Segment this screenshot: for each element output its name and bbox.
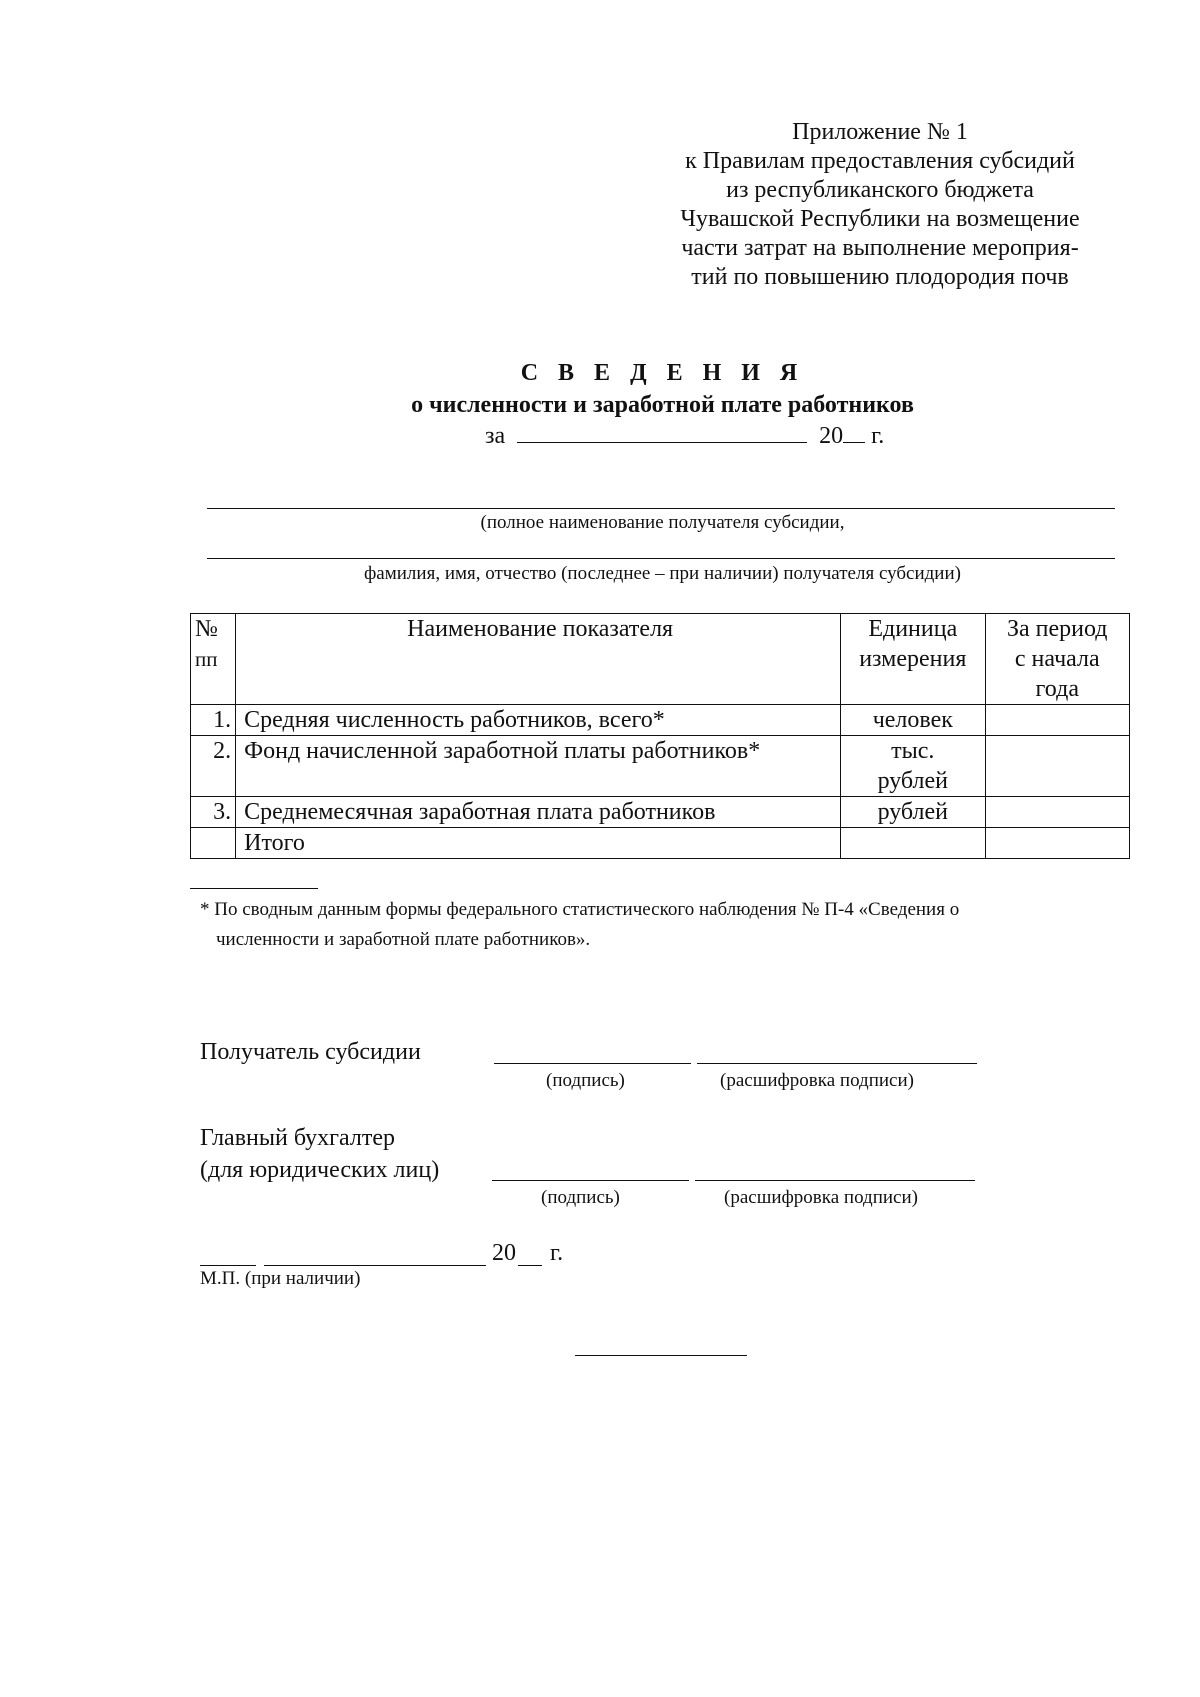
- header-period: [985, 614, 1129, 705]
- appendix-line: части затрат на выполнение мероприя-: [681, 235, 1079, 261]
- appendix-block: [650, 118, 1110, 292]
- period-year-blank[interactable]: [843, 422, 865, 443]
- recipient-fio-line[interactable]: [207, 558, 1115, 559]
- header-no: [191, 614, 236, 705]
- header-no-line: пп: [195, 647, 218, 671]
- period-suffix: г.: [871, 423, 885, 449]
- row-unit-line: тыс.: [891, 738, 935, 764]
- footnote-separator: [190, 888, 318, 889]
- appendix-line: к Правилам предоставления субсидий: [685, 148, 1075, 174]
- table-row: [191, 828, 1130, 859]
- row-period-value[interactable]: [985, 736, 1129, 797]
- stamp-note: М.П. (при наличии): [200, 1268, 361, 1289]
- document-subtitle: о численности и заработной плате работников: [411, 392, 914, 418]
- footnote-line: численности и заработной плате работников».: [216, 929, 591, 950]
- row-name: Средняя численность работников, всего*: [236, 705, 841, 736]
- period-prefix: за: [485, 423, 506, 449]
- header-name: Наименование показателя: [236, 614, 841, 705]
- row-unit: [841, 736, 985, 797]
- row-unit-line: человек: [872, 707, 953, 733]
- table-row: [191, 797, 1130, 828]
- header-unit: [841, 614, 985, 705]
- table-row: [191, 736, 1130, 797]
- row-unit: [841, 705, 985, 736]
- recipient-note-2: фамилия, имя, отчество (последнее – при наличии) получателя субсидии): [364, 563, 961, 584]
- row-no: 3.: [191, 797, 236, 828]
- footnote: [200, 895, 1120, 955]
- header-period-line: года: [1035, 676, 1079, 702]
- document-title: С В Е Д Е Н И Я: [520, 360, 805, 386]
- row-unit-line: рублей: [877, 799, 949, 825]
- date-suffix: г.: [550, 1240, 564, 1266]
- date-month-line[interactable]: [264, 1265, 486, 1266]
- period-year: 20: [819, 423, 844, 449]
- row-name: Фонд начисленной заработной платы работников*: [236, 736, 841, 797]
- recipient-signature-line[interactable]: [494, 1063, 691, 1064]
- row-no: 1.: [191, 705, 236, 736]
- accountant-decoding-line[interactable]: [695, 1180, 975, 1181]
- period-line: [485, 420, 884, 450]
- table-header-row: [191, 614, 1130, 705]
- row-period-value[interactable]: [985, 828, 1129, 859]
- appendix-line: тий по повышению плодородия почв: [691, 264, 1069, 290]
- appendix-line: Приложение № 1: [792, 119, 968, 145]
- signature-caption: (подпись): [546, 1070, 625, 1091]
- recipient-name-line[interactable]: [207, 508, 1115, 509]
- header-unit-line: измерения: [859, 646, 967, 672]
- row-unit: [841, 828, 985, 859]
- recipient-signature-label: Получатель субсидии: [200, 1039, 421, 1065]
- row-name: Среднемесячная заработная плата работников: [236, 797, 841, 828]
- header-unit-line: Единица: [868, 616, 958, 642]
- row-period-value[interactable]: [985, 705, 1129, 736]
- header-period-line: с начала: [1014, 646, 1100, 672]
- date-year-line[interactable]: [518, 1265, 542, 1266]
- row-name: Итого: [236, 828, 841, 859]
- appendix-line: из республиканского бюджета: [726, 177, 1034, 203]
- row-unit: [841, 797, 985, 828]
- row-period-value[interactable]: [985, 797, 1129, 828]
- table-row: [191, 705, 1130, 736]
- signature-caption: (подпись): [541, 1187, 620, 1208]
- recipient-note-1: (полное наименование получателя субсидии,: [480, 512, 845, 533]
- indicators-table: [190, 613, 1130, 859]
- decoding-caption: (расшифровка подписи): [724, 1187, 918, 1208]
- decoding-caption: (расшифровка подписи): [720, 1070, 914, 1091]
- accountant-signature-line[interactable]: [492, 1180, 689, 1181]
- header-no-line: №: [195, 616, 218, 642]
- header-period-line: За период: [1006, 616, 1108, 642]
- recipient-decoding-line[interactable]: [697, 1063, 977, 1064]
- row-unit-line: рублей: [877, 768, 949, 794]
- row-no: [191, 828, 236, 859]
- accountant-label-note: (для юридических лиц): [200, 1157, 440, 1183]
- row-no: 2.: [191, 736, 236, 797]
- footnote-line: * По сводным данным формы федерального статистического наблюдения № П-4 «Сведения о: [200, 899, 960, 920]
- period-blank[interactable]: [517, 420, 807, 443]
- accountant-label: Главный бухгалтер: [200, 1125, 395, 1151]
- appendix-line: Чувашской Республики на возмещение: [680, 206, 1080, 232]
- date-year: 20: [492, 1240, 516, 1266]
- date-day-line[interactable]: [200, 1265, 256, 1266]
- end-divider: [575, 1355, 747, 1356]
